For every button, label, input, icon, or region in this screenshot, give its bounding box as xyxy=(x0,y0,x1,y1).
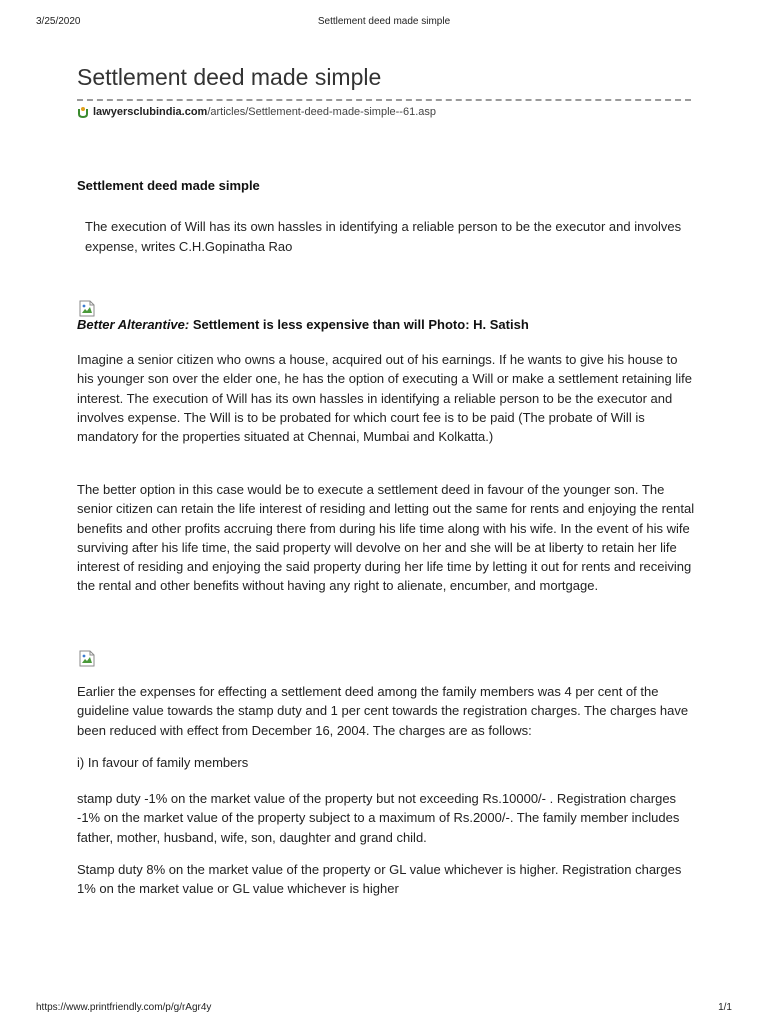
source-link[interactable] xyxy=(93,106,436,118)
page-title: Settlement deed made simple xyxy=(77,64,382,90)
print-header xyxy=(36,16,732,30)
body-paragraph: Earlier the expenses for effecting a settlement deed among the family members was 4 per cent of the guideline value towards the stamp duty and 1 per cent towards the registration charges. The charges have been reduced with effect from December 16, 2004. The charges are as follows: xyxy=(77,684,689,738)
body-paragraph: stamp duty -1% on the market value of the property but not exceeding Rs.10000/- . Registration charges -1% on the market value of the property subject to a maximum of Rs.2000/-. The family member includes father, mother, husband, wife, son, daughter and grand child. xyxy=(77,791,680,845)
print-footer xyxy=(36,1002,732,1016)
print-date: 3/25/2020 xyxy=(36,16,81,27)
site-favicon-icon xyxy=(77,106,89,118)
source-line xyxy=(77,106,436,118)
body-paragraph: Stamp duty 8% on the market value of the property or GL value whichever is higher. Registration charges 1% on the market value or GL value whichever is higher xyxy=(77,862,682,897)
article-lede: The execution of Will has its own hassles in identifying a reliable person to be the executor and involves expense, writes C.H.Gopinatha Rao xyxy=(85,219,682,254)
print-url: https://www.printfriendly.com/p/g/rAgr4y xyxy=(36,1002,212,1013)
source-domain: lawyersclubindia.com xyxy=(93,106,208,118)
broken-image-icon xyxy=(79,650,95,667)
image-caption xyxy=(77,317,529,332)
source-path: /articles/Settlement-deed-made-simple--61.asp xyxy=(207,106,436,118)
broken-image-icon xyxy=(79,300,95,317)
caption-text: Settlement is less expensive than will Photo: H. Satish xyxy=(189,317,529,332)
body-paragraph: Imagine a senior citizen who owns a house, acquired out of his earnings. If he wants to give his house to his younger son over the elder one, he has the option of executing a Will or make a settlement retaining life interest. The execution of Will has its own hassles in identifying a reliable person to be the executor and involves expense. The Will is to be probated for which court fee is to be paid (The probate of Will is mandatory for the properties situated at Chennai, Mumbai and Kolkatta.) xyxy=(77,352,692,445)
caption-emphasis: Better Alterantive: xyxy=(77,317,190,332)
print-document-title: Settlement deed made simple xyxy=(317,16,451,27)
article-subheading: Settlement deed made simple xyxy=(77,178,260,193)
page-number: 1/1 xyxy=(718,1002,732,1013)
body-paragraph: The better option in this case would be to execute a settlement deed in favour of the younger son. The senior citizen can retain the life interest of residing and letting out the same for rents and enjoying the rental benefits and other profits accruing there from during his life time along with his wife. In the event of his wife surviving after his life time, the said property will devolve on her and she will be at liberty to retain her life interest of residing and enjoying the said property during her life time by letting it out for rents and receiving the rental and other benefits without having any right to alienate, encumber, and mortgage. xyxy=(77,482,695,594)
title-divider xyxy=(77,99,691,101)
body-paragraph: i) In favour of family members xyxy=(77,755,249,770)
